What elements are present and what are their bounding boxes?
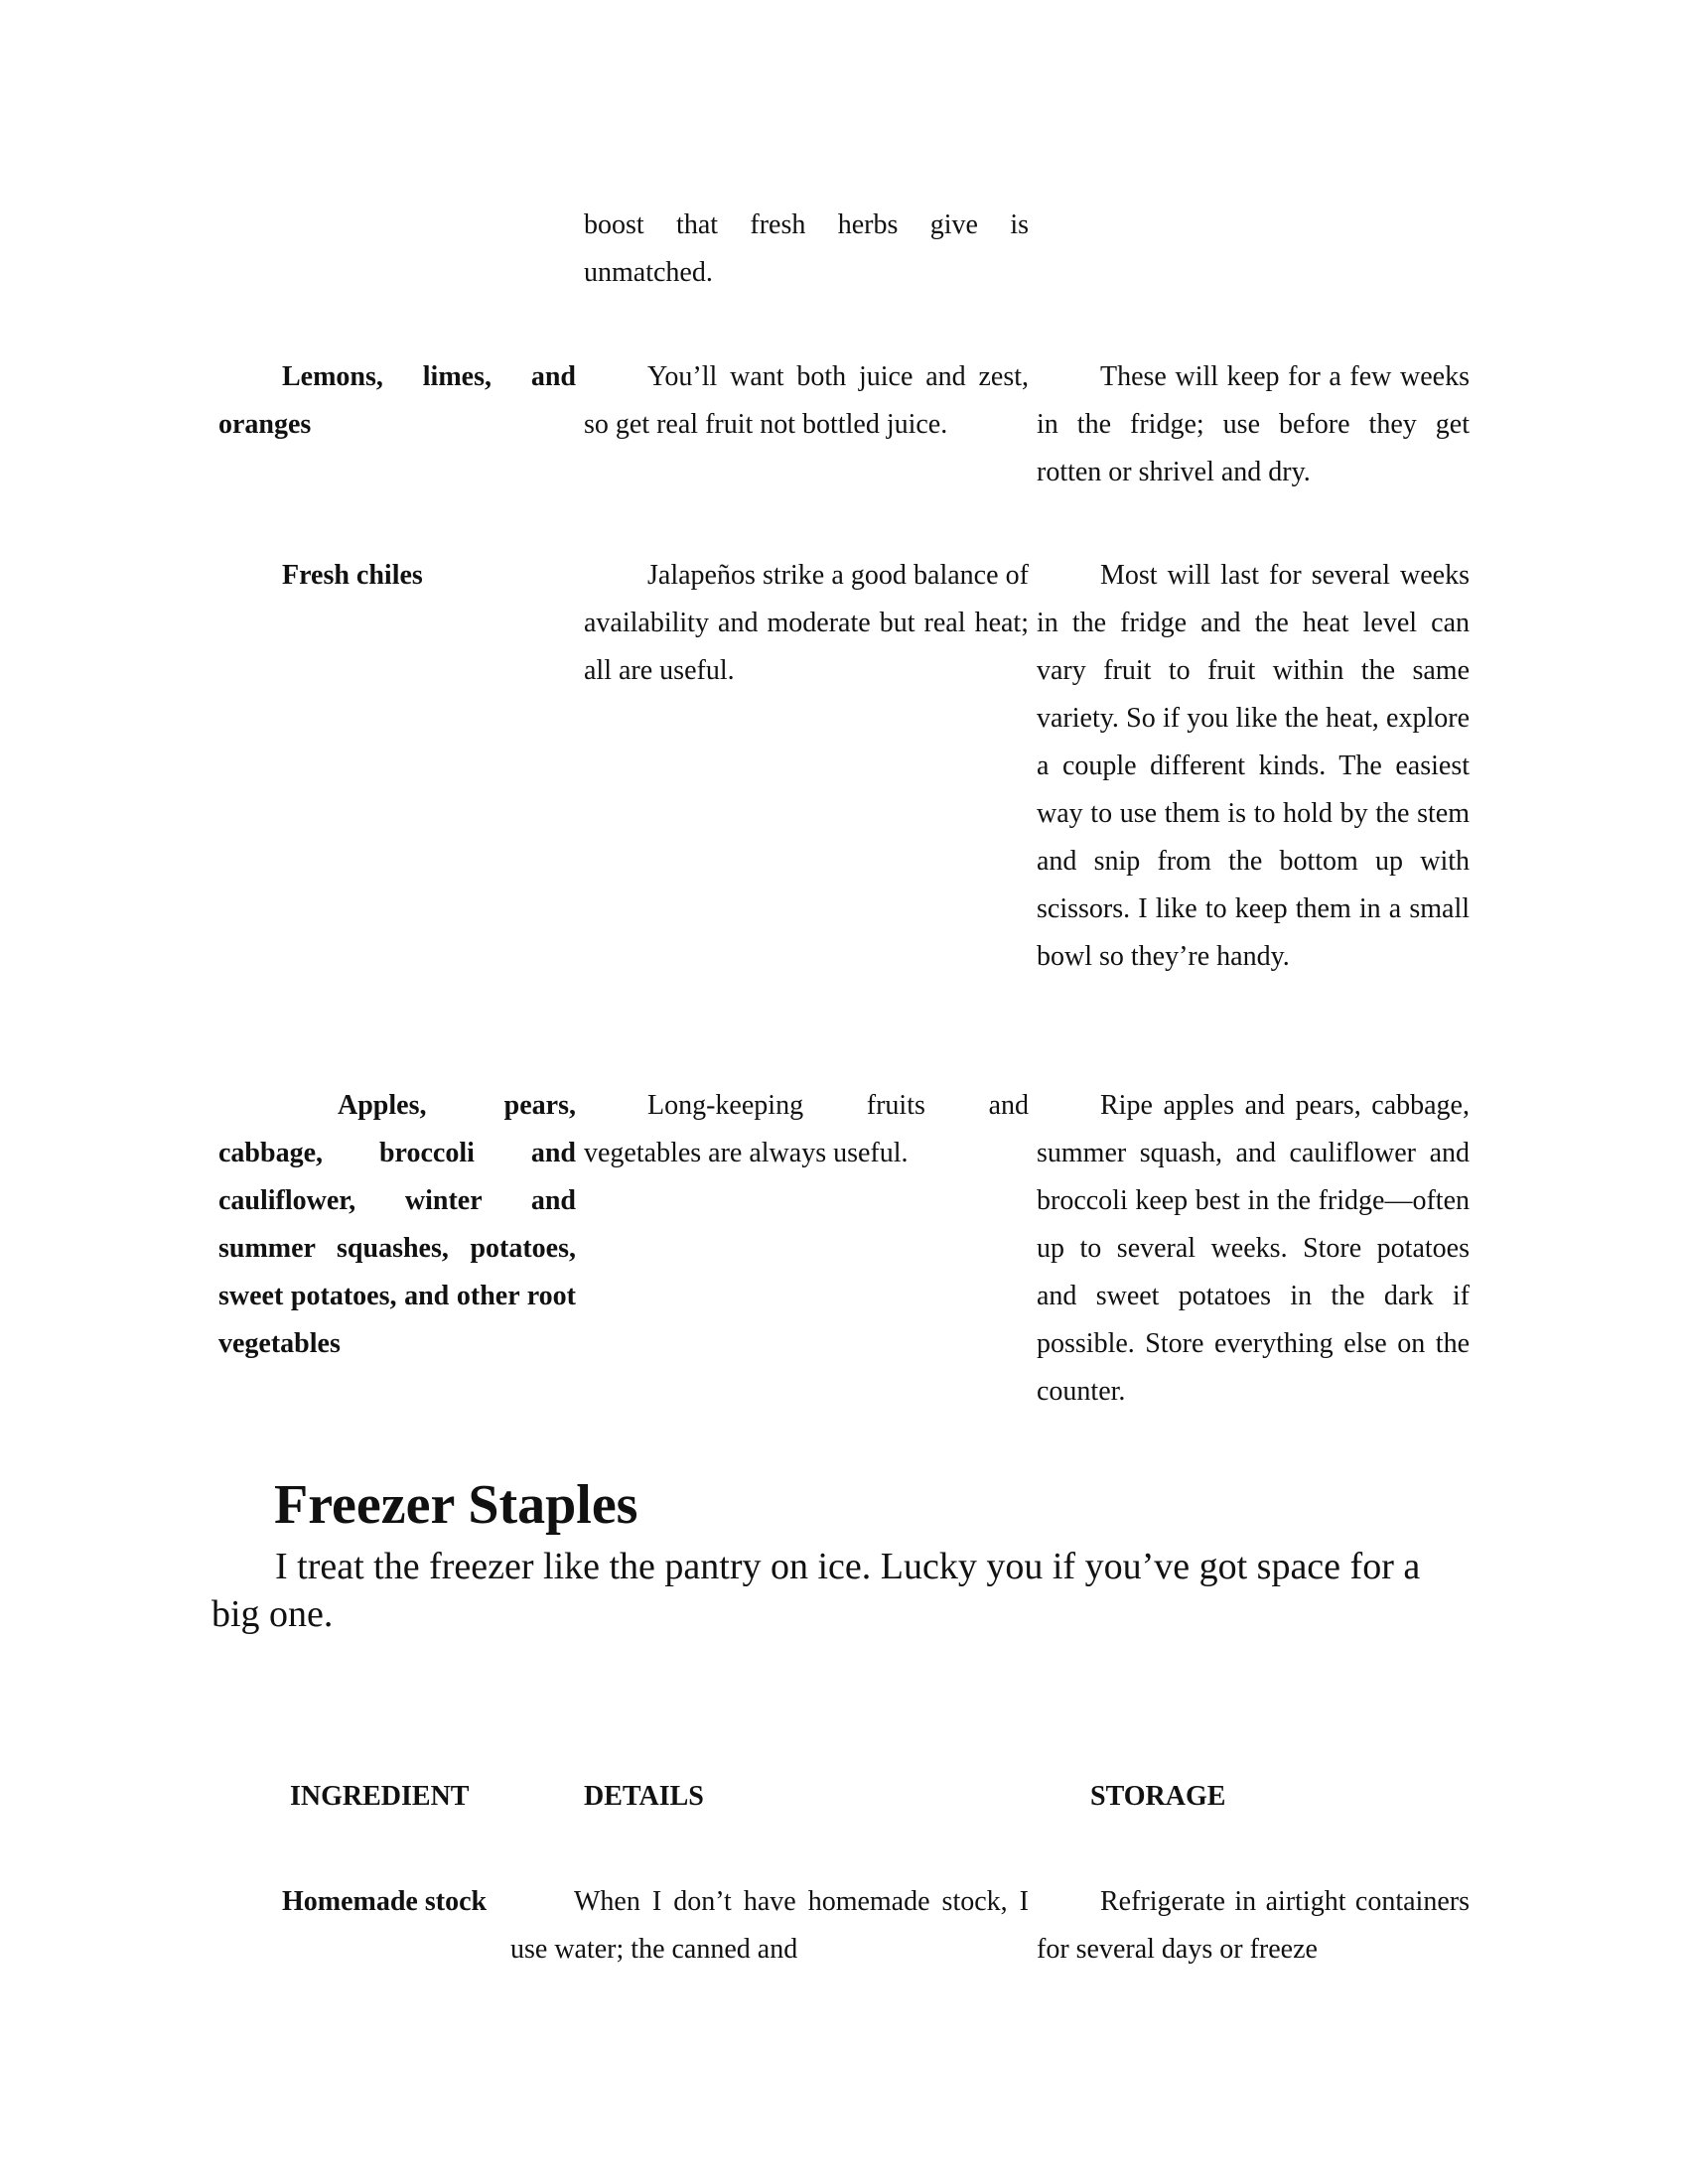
column-header-ingredient: INGREDIENT bbox=[290, 1781, 470, 1812]
details-cell-lemons: You’ll want both juice and zest, so get real fruit not bottled juice. bbox=[584, 361, 1029, 440]
ingredient-cell-lemons: Lemons, limes, and oranges bbox=[218, 361, 576, 440]
column-header-details: DETAILS bbox=[584, 1781, 704, 1812]
storage-cell-stock: Refrigerate in airtight containers for several days or freeze bbox=[1037, 1886, 1470, 1965]
storage-cell-produce: Ripe apples and pears, cabbage, summer squash, and cauliflower and broccoli keep best in the fridge—often up to several weeks. Store potatoes and sweet potatoes in the dark if possible. Store everything else on the counter. bbox=[1037, 1090, 1470, 1407]
details-cell-continued: boost that fresh herbs give is unmatched. bbox=[584, 209, 1029, 288]
storage-cell-chiles: Most will last for several weeks in the fridge and the heat level can vary fruit to fruit within the same variety. So if you like the heat, explore a couple different kinds. The easiest way to use them is to hold by the stem and snip from the bottom up with scissors. I like to keep them in a small bowl so they’re handy. bbox=[1037, 560, 1470, 972]
ingredient-cell-produce: Apples, pears, cabbage, broccoli and cauliflower, winter and summer squashes, potatoes, sweet potatoes, and other root vegetables bbox=[218, 1090, 576, 1359]
details-cell-chiles: Jalapeños strike a good balance of availability and moderate but real heat; all are useful. bbox=[584, 560, 1029, 686]
ingredient-cell-chiles: Fresh chiles bbox=[282, 560, 423, 591]
section-heading: Freezer Staples bbox=[274, 1474, 638, 1536]
column-header-storage: STORAGE bbox=[1090, 1781, 1226, 1812]
storage-cell-lemons: These will keep for a few weeks in the fridge; use before they get rotten or shrivel and dry. bbox=[1037, 361, 1470, 487]
section-intro: I treat the freezer like the pantry on ice. Lucky you if you’ve got space for a big one. bbox=[211, 1546, 1421, 1635]
ingredient-cell-stock: Homemade stock bbox=[282, 1886, 488, 1917]
details-cell-produce: Long-keeping fruits and vegetables are always useful. bbox=[584, 1090, 1029, 1168]
details-cell-stock: When I don’t have homemade stock, I use water; the canned and bbox=[510, 1886, 1029, 1965]
